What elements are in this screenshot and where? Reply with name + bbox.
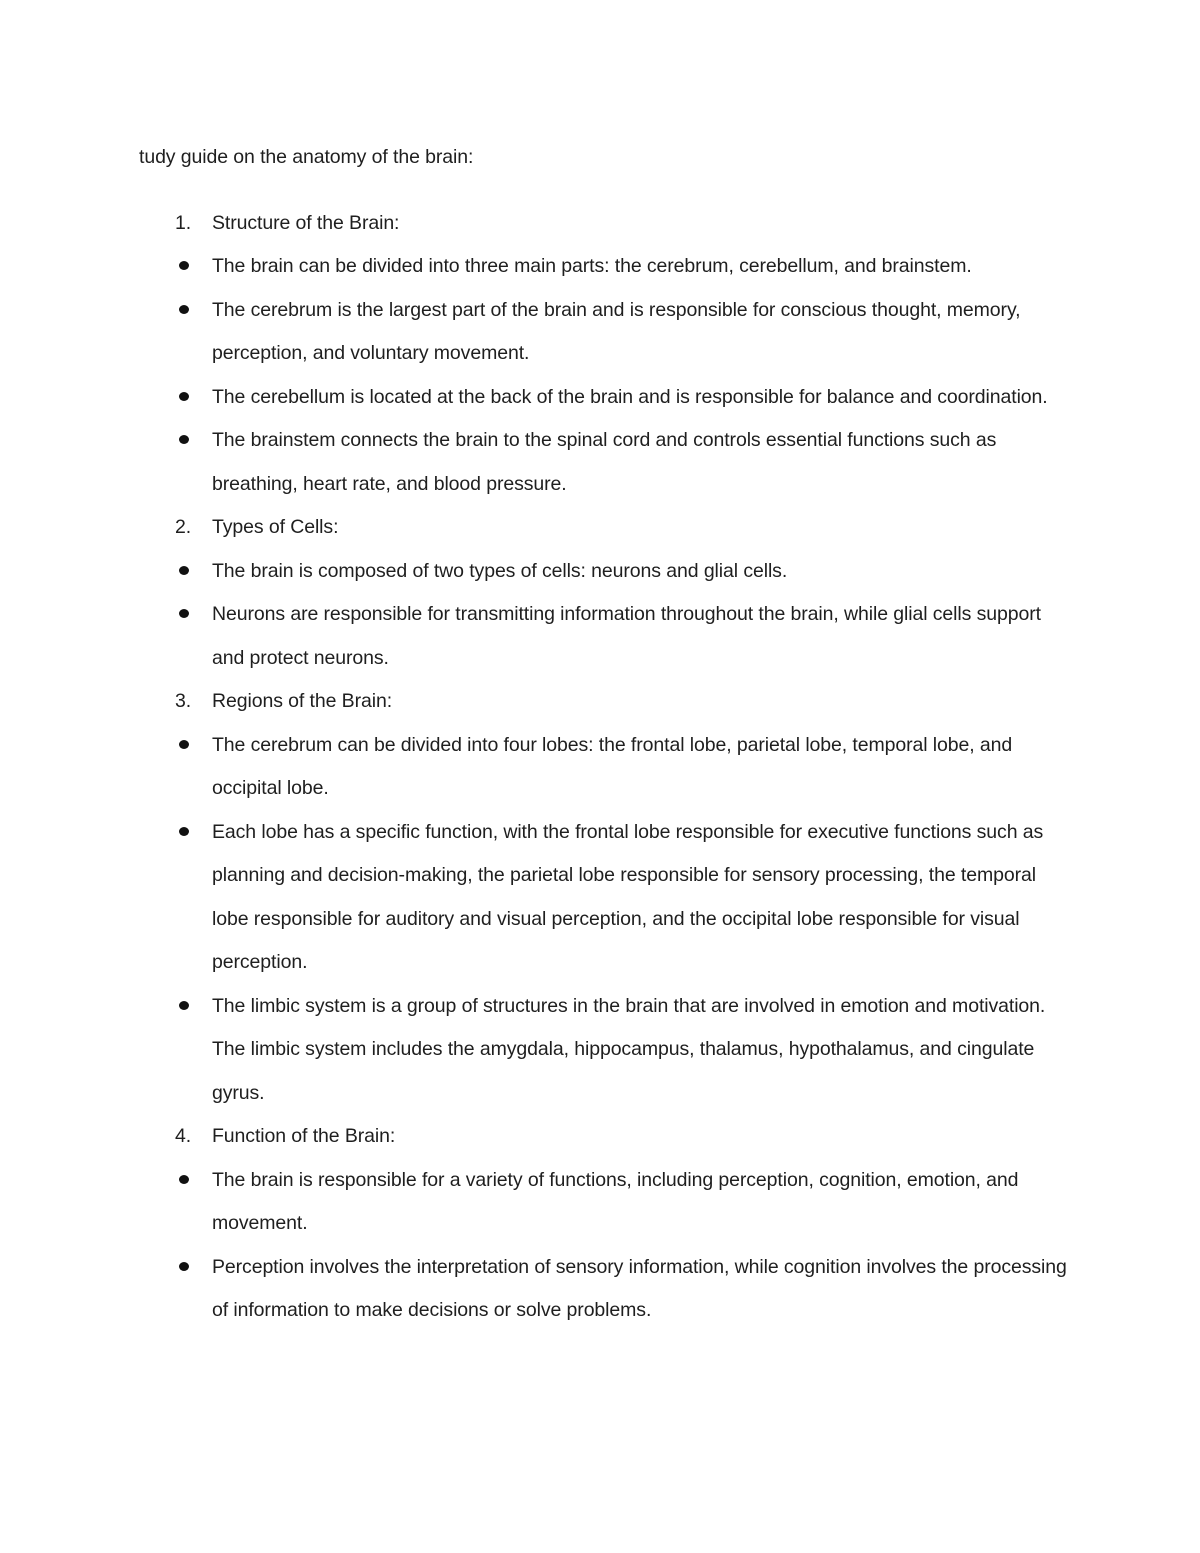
- bullet-text: The brain is composed of two types of cells: neurons and glial cells.: [212, 559, 788, 582]
- bullet-icon: [179, 740, 189, 749]
- bullet-text: Each lobe has a specific function, with the frontal lobe responsible for executive functions such as planning and decision-making, the parietal lobe responsible for sensory processing, the temporal lobe responsible for auditory and visual perception, and the occipital lobe responsible for visual perception.: [212, 820, 1044, 973]
- bullet-text: The cerebellum is located at the back of the brain and is responsible for balance and coordination.: [212, 385, 1048, 408]
- bullet-item: [139, 550, 1069, 594]
- bullet-icon: [179, 1262, 189, 1271]
- section-heading-text: Structure of the Brain:: [212, 211, 400, 234]
- bullet-text: Neurons are responsible for transmitting information throughout the brain, while glial cells support and protect neurons.: [212, 603, 1041, 669]
- bullet-item: [139, 376, 1069, 420]
- bullet-item: [139, 811, 1069, 985]
- document-body: [139, 136, 1069, 1333]
- bullet-icon: [179, 392, 189, 401]
- bullet-item: [139, 289, 1069, 376]
- bullet-icon: [179, 609, 189, 618]
- bullet-text: The brain can be divided into three main parts: the cerebrum, cerebellum, and brainstem.: [212, 255, 972, 277]
- list-number: 2.: [175, 516, 192, 538]
- bullet-item: [139, 1246, 1069, 1333]
- bullet-text: The brain is responsible for a variety of functions, including perception, cognition, emotion, and movement.: [212, 1168, 1019, 1234]
- bullet-item: [139, 245, 1069, 289]
- section-heading-text: Types of Cells:: [212, 516, 339, 538]
- section-heading: [139, 1115, 1069, 1159]
- bullet-icon: [179, 566, 189, 575]
- list-number: 3.: [175, 690, 192, 712]
- bullet-item: [139, 724, 1069, 811]
- section-heading: [139, 680, 1069, 724]
- section-heading: [139, 506, 1069, 550]
- list-number: 4.: [175, 1125, 192, 1147]
- bullet-text: The cerebrum is the largest part of the brain and is responsible for conscious thought, memory, perception, and voluntary movement.: [212, 298, 1021, 364]
- bullet-text: Perception involves the interpretation of sensory information, while cognition involves the processing of information to make decisions or solve problems.: [212, 1255, 1067, 1321]
- bullet-text: The brainstem connects the brain to the spinal cord and controls essential functions such as breathing, heart rate, and blood pressure.: [212, 429, 997, 495]
- bullet-item: [139, 593, 1069, 680]
- bullet-icon: [179, 827, 189, 836]
- bullet-icon: [179, 1001, 189, 1010]
- section-heading-text: Regions of the Brain:: [212, 690, 393, 712]
- list-number: 1.: [175, 211, 192, 234]
- bullet-item: [139, 419, 1069, 506]
- bullet-text: The limbic system is a group of structures in the brain that are involved in emotion and motivation. The limbic system includes the amygdala, hippocampus, thalamus, hypothalamus, and cingulate gyrus.: [212, 994, 1046, 1104]
- bullet-icon: [179, 435, 189, 444]
- bullet-item: [139, 1159, 1069, 1246]
- section-heading: [139, 202, 1069, 246]
- section-heading-text: Function of the Brain:: [212, 1125, 396, 1147]
- bullet-text: The cerebrum can be divided into four lobes: the frontal lobe, parietal lobe, temporal lobe, and occipital lobe.: [212, 733, 1013, 799]
- bullet-icon: [179, 1175, 189, 1184]
- bullet-item: [139, 985, 1069, 1116]
- bullet-icon: [179, 305, 189, 314]
- intro-text: tudy guide on the anatomy of the brain:: [139, 146, 474, 168]
- bullet-icon: [179, 261, 189, 270]
